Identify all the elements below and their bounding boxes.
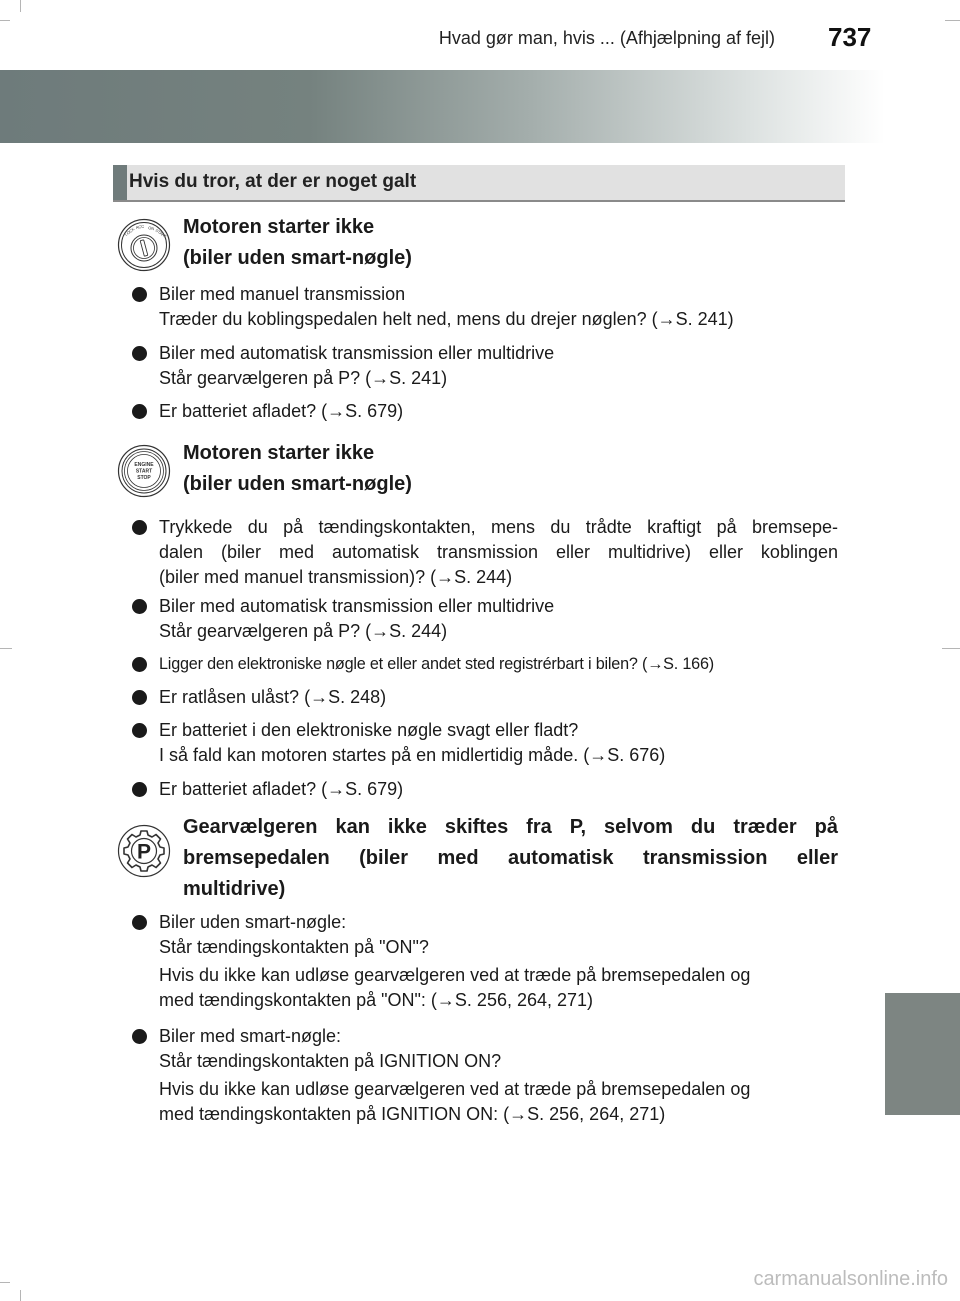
- subsection-title-line: (biler uden smart-nøgle): [183, 473, 412, 495]
- bullet: [132, 346, 147, 361]
- bullet: [132, 690, 147, 705]
- bullet: [132, 520, 147, 535]
- item-text: I så fald kan motoren startes på en midlertidig måde. (→S. 676): [159, 745, 666, 765]
- subsection-title-line: Motoren starter ikke: [183, 216, 375, 238]
- list-item: [132, 341, 838, 391]
- crop-mark: [0, 648, 12, 649]
- item-text: Biler med automatisk transmission eller multidrive: [159, 343, 555, 363]
- item-text: Er batteriet afladet? (→S. 679): [159, 779, 404, 799]
- paragraph-text: Hvis du ikke kan udløse gearvælgeren ved at træde på bremsepedalen og: [159, 1079, 751, 1099]
- crop-mark: [20, 1290, 21, 1301]
- start-label: STOP: [137, 475, 151, 481]
- item-text: Ligger den elektroniske nøgle et eller andet sted registrérbart i bilen? (→S. 166): [159, 655, 714, 673]
- subsection-title-line: (biler uden smart-nøgle): [183, 247, 412, 269]
- start-label: START: [135, 468, 153, 475]
- crop-mark: [945, 20, 960, 21]
- item-text: Trykkede du på tændingskontakten, mens du trådte kraftigt på bremsepe-: [159, 517, 838, 537]
- section-title: Hvis du tror, at der er noget galt: [129, 171, 417, 192]
- item-text: Står tændingskontakten på "ON"?: [159, 937, 429, 957]
- running-header: Hvad gør man, hvis ... (Afhjælpning af fejl): [438, 28, 775, 48]
- subsection-title: [183, 812, 838, 905]
- subsection-title: [183, 212, 412, 274]
- section-title-accent: [113, 165, 127, 200]
- page-number: 737: [828, 22, 872, 52]
- paragraph-text: med tændingskontakten på IGNITION ON: (→S. 256, 264, 271): [159, 1104, 666, 1124]
- key-label-start: START: [154, 227, 168, 240]
- p-gear-icon: [117, 824, 171, 878]
- p-letter: P: [136, 840, 152, 864]
- engine-start-stop-icon: [117, 444, 171, 498]
- list-item: [132, 515, 838, 590]
- crop-mark: [0, 1282, 10, 1283]
- bullet: [132, 287, 147, 302]
- list-item: [132, 282, 838, 332]
- subsection-title-line: bremsepedalen (biler med automatisk transmission eller: [183, 847, 838, 869]
- key-label-on: ON: [147, 225, 155, 232]
- start-label: ENGINE: [134, 462, 154, 468]
- paragraph-text: med tændingskontakten på "ON": (→S. 256, 264, 271): [159, 990, 594, 1010]
- list-item: [132, 652, 838, 677]
- key-label-lock: LOCK: [123, 226, 136, 237]
- item-text: Træder du koblingspedalen helt ned, mens du drejer nøglen? (→S. 241): [159, 309, 734, 329]
- item-text: Biler med manuel transmission: [159, 284, 406, 304]
- header-band: [0, 70, 885, 143]
- paragraph: [159, 963, 839, 1013]
- item-text: Er batteriet afladet? (→S. 679): [159, 401, 404, 421]
- item-text: Biler uden smart-nøgle:: [159, 912, 347, 932]
- crop-mark: [942, 648, 960, 649]
- subsection-title-line: multidrive): [183, 878, 286, 900]
- item-text: Er batteriet i den elektroniske nøgle svagt eller fladt?: [159, 720, 579, 740]
- list-item: [132, 718, 838, 768]
- list-item: [132, 777, 838, 802]
- ignition-key-icon: [117, 218, 171, 272]
- item-text: Står tændingskontakten på IGNITION ON?: [159, 1051, 502, 1071]
- item-text: (biler med manuel transmission)? (→S. 244): [159, 567, 513, 587]
- item-text: Er ratlåsen ulåst? (→S. 248): [159, 687, 387, 707]
- subsection-title-line: Gearvælgeren kan ikke skiftes fra P, selvom du træder på: [183, 816, 838, 838]
- section-title-bar: [113, 165, 845, 202]
- item-text: Står gearvælgeren på P? (→S. 244): [159, 621, 448, 641]
- key-label-acc: ACC: [135, 223, 145, 230]
- bullet: [132, 915, 147, 930]
- item-text: Biler med automatisk transmission eller multidrive: [159, 596, 555, 616]
- item-text: dalen (biler med automatisk transmission eller multidrive) eller koblingen: [159, 542, 838, 562]
- item-text: Står gearvælgeren på P? (→S. 241): [159, 368, 448, 388]
- paragraph: [159, 1077, 839, 1127]
- list-item: [132, 685, 838, 710]
- item-text: Biler med smart-nøgle:: [159, 1026, 342, 1046]
- list-item: [132, 594, 838, 644]
- list-item: [132, 910, 838, 960]
- list-item: [132, 1024, 838, 1074]
- watermark: carmanualsonline.info: [753, 1268, 948, 1290]
- bullet: [132, 723, 147, 738]
- paragraph-text: Hvis du ikke kan udløse gearvælgeren ved at træde på bremsepedalen og: [159, 965, 751, 985]
- bullet: [132, 657, 147, 672]
- bullet: [132, 1029, 147, 1044]
- bullet: [132, 404, 147, 419]
- bullet: [132, 599, 147, 614]
- chapter-tab: [885, 993, 960, 1115]
- subsection-title: [183, 438, 412, 500]
- crop-mark: [0, 20, 10, 21]
- subsection-title-line: Motoren starter ikke: [183, 442, 375, 464]
- bullet: [132, 782, 147, 797]
- list-item: [132, 399, 838, 424]
- crop-mark: [20, 0, 21, 12]
